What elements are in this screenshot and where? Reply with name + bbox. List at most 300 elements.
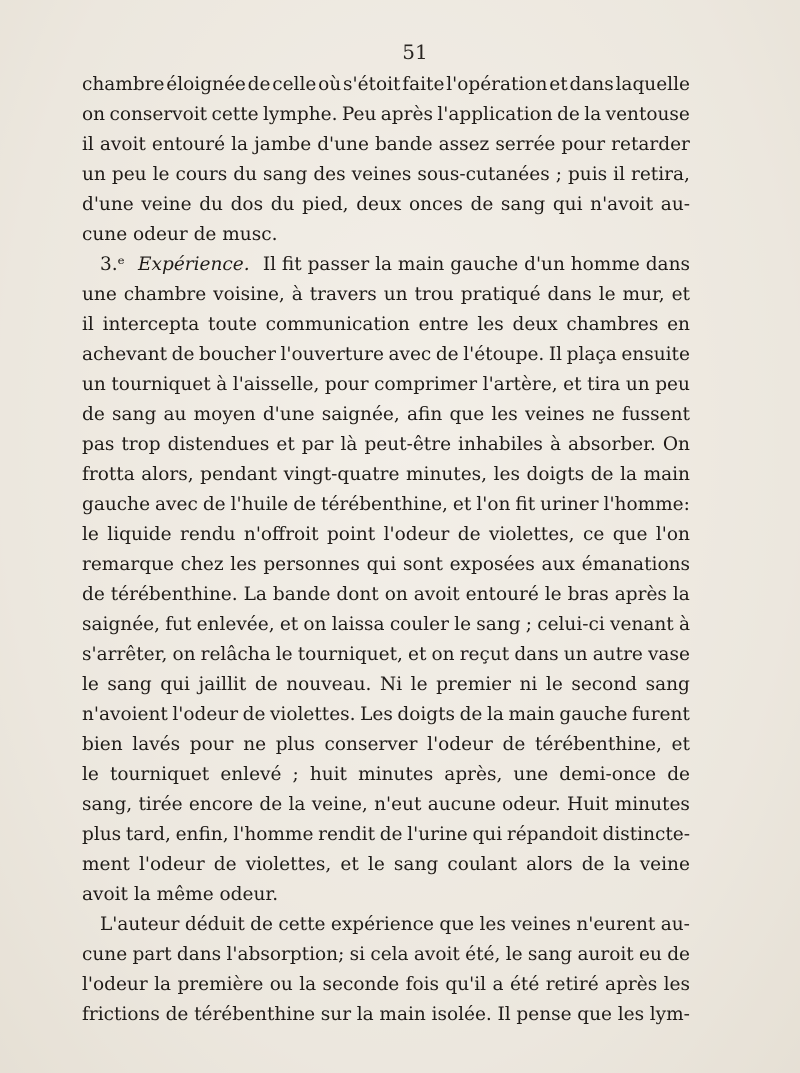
word: Peu [341, 104, 377, 125]
word: ; [525, 614, 532, 635]
word: couler [389, 614, 449, 635]
word: térébenthine [194, 1004, 316, 1025]
word: entouré [465, 584, 539, 605]
word: communication [265, 314, 410, 335]
word: gauche [82, 494, 151, 515]
word: faite [402, 74, 445, 95]
word: s'étoit [343, 74, 401, 95]
word: avoit [413, 944, 460, 965]
word: térébenthine, [534, 734, 662, 755]
word: veines [524, 404, 585, 425]
word: de [82, 404, 105, 425]
word: a [492, 974, 504, 995]
text-line [82, 730, 690, 760]
word: le [82, 674, 99, 695]
word: première [177, 974, 264, 995]
word: saignée, [82, 614, 160, 635]
word: sang [527, 944, 573, 965]
word: peu [655, 374, 690, 395]
word: alors [526, 854, 573, 875]
text-line [82, 100, 690, 130]
word: tourniquet [111, 374, 211, 395]
word: s'arrêter, [82, 644, 168, 665]
word: gauche [559, 704, 628, 725]
word: la [613, 854, 631, 875]
word: tourniquet, [297, 644, 403, 665]
word: l'aisselle, [232, 374, 320, 395]
text-line [82, 160, 690, 190]
experience-heading-line [82, 250, 690, 280]
word: aucune [427, 794, 496, 815]
word: chambre [123, 284, 207, 305]
word: de [293, 494, 317, 515]
text-line [82, 130, 690, 160]
word: le [275, 644, 293, 665]
word: l'on [655, 524, 690, 545]
word: émanations [581, 554, 690, 575]
word: que [577, 1004, 612, 1025]
word: pas [82, 434, 115, 455]
word: Huit [567, 794, 609, 815]
word: coulant [447, 854, 518, 875]
word: sang [107, 674, 152, 695]
word: violettes, [245, 854, 332, 875]
word: et [452, 494, 472, 515]
word: minutes [358, 764, 434, 785]
word: venant [610, 614, 674, 635]
word: intercepta [102, 314, 200, 335]
word: où [318, 74, 342, 95]
word: liquide [107, 524, 172, 545]
word: lavés [132, 734, 181, 755]
word: ; [555, 164, 562, 185]
word: de [250, 914, 273, 935]
word: éloignée [166, 74, 246, 95]
word: furent [631, 704, 690, 725]
word: relâcha [200, 644, 271, 665]
word: et [279, 614, 299, 635]
word: lym- [649, 1004, 690, 1025]
word: trou [414, 284, 454, 305]
word: l'huile [230, 494, 289, 515]
word: pour [189, 734, 234, 755]
word: distincte- [602, 824, 690, 845]
word: fut [165, 614, 192, 635]
word: dos [230, 194, 264, 215]
word: toute [208, 314, 257, 335]
word: ne [591, 404, 615, 425]
word: les [477, 314, 504, 335]
word: main [379, 1004, 426, 1025]
text-line [82, 400, 690, 430]
text-line [82, 550, 690, 580]
word: les [663, 974, 690, 995]
word: celle [272, 74, 317, 95]
word: aux [541, 554, 575, 575]
word: tira [587, 374, 621, 395]
word: que [449, 404, 485, 425]
word: on [172, 644, 196, 665]
word: dans [547, 284, 592, 305]
word: répandoit [506, 824, 598, 845]
word: plus [82, 824, 122, 845]
word: enlevé [220, 764, 282, 785]
word: la [486, 704, 504, 725]
word: l'absorption; [226, 944, 345, 965]
word: pour [561, 134, 606, 155]
word: veine [639, 854, 690, 875]
word: ne [243, 734, 267, 755]
word: on [303, 614, 327, 635]
word: ; [292, 764, 299, 785]
word: de [82, 584, 105, 605]
word: sang, [82, 794, 133, 815]
word: chambre [82, 74, 165, 95]
word: il [82, 134, 94, 155]
word: du [270, 194, 295, 215]
word: que [612, 524, 648, 545]
word: de [242, 704, 266, 725]
word: nouveau. [286, 674, 372, 695]
word: autre [592, 644, 643, 665]
word: les [493, 464, 520, 485]
word: alors, [141, 464, 194, 485]
word: la [299, 974, 317, 995]
word: bande [272, 584, 331, 605]
word: deux [512, 314, 558, 335]
word: l'odeur [172, 704, 239, 725]
word: veines [511, 914, 571, 935]
word: une [82, 284, 117, 305]
text-line: cune odeur de musc. [82, 224, 278, 245]
text-line [82, 70, 690, 100]
text-line [82, 940, 690, 970]
word: pied, [302, 194, 349, 215]
word: avoit [413, 584, 460, 605]
word: L'auteur [100, 914, 180, 935]
word: sang [263, 164, 308, 185]
text-line [82, 190, 690, 220]
word: qui [472, 824, 503, 845]
word: entouré [151, 134, 226, 155]
text-line [82, 310, 690, 340]
word: uriner [540, 494, 599, 515]
word: d'une [317, 134, 369, 155]
word: laissa [331, 614, 385, 635]
word: avec [155, 494, 198, 515]
word: cette [211, 104, 259, 125]
word: plus [275, 734, 315, 755]
word: cune [82, 944, 128, 965]
word: de [247, 74, 271, 95]
word: de [459, 704, 483, 725]
word: de [435, 344, 459, 365]
word: un [82, 374, 106, 395]
word: le [410, 674, 428, 695]
word: et [671, 284, 690, 305]
word: tirée [138, 794, 183, 815]
word: retiré [545, 974, 599, 995]
page-number: 51 [402, 40, 428, 64]
word: ventouse [605, 104, 690, 125]
word: cette [278, 914, 326, 935]
word: de [379, 824, 403, 845]
word: jambe [254, 134, 312, 155]
body-text [82, 70, 690, 1030]
text-line [82, 970, 690, 1000]
word: serrée [495, 134, 556, 155]
word: minutes [614, 794, 690, 815]
word: afin [406, 404, 443, 425]
word: eu [639, 944, 662, 965]
word: après [380, 104, 433, 125]
word: dans [176, 944, 222, 965]
word: l'opération [446, 74, 548, 95]
word: du [199, 194, 223, 215]
word: Il [548, 344, 563, 365]
word: saignée, [321, 404, 400, 425]
word: les [491, 404, 518, 425]
word: de [202, 494, 226, 515]
word: n'offroit [243, 524, 319, 545]
word: auroit [577, 944, 634, 965]
word: On [662, 434, 690, 455]
word: sang [645, 674, 690, 695]
word: et [408, 644, 427, 665]
word: le [82, 524, 99, 545]
word: la [672, 584, 690, 605]
word: de [254, 674, 278, 695]
word: de [502, 734, 526, 755]
word: qu'il [445, 974, 487, 995]
text-line [82, 370, 690, 400]
word: le [545, 674, 563, 695]
word: le [152, 164, 170, 185]
word: l'application [437, 104, 553, 125]
word: retira, [631, 164, 690, 185]
word: frotta [82, 464, 135, 485]
word: cela [370, 944, 409, 965]
word: de [171, 344, 195, 365]
text-line [82, 490, 690, 520]
word: seconde [322, 974, 400, 995]
word: achevant [82, 344, 168, 365]
word: enlevée, [196, 614, 275, 635]
word: l'artère, [482, 374, 558, 395]
word: reçut [459, 644, 510, 665]
word: ce [582, 524, 605, 545]
word: dont [336, 584, 379, 605]
word: encore [188, 794, 254, 815]
word: inhabiles [458, 434, 543, 455]
word: au- [660, 914, 690, 935]
word: conserver [324, 734, 418, 755]
word: conservoit [109, 104, 208, 125]
word: de [457, 524, 481, 545]
word: entre [418, 314, 469, 335]
word: bande [374, 134, 433, 155]
word: l'odeur [383, 524, 450, 545]
word: le [505, 944, 523, 965]
word: onces [408, 194, 463, 215]
word: moyen [193, 404, 256, 425]
text-line [82, 1000, 690, 1030]
word: la [288, 794, 306, 815]
word: pense [516, 1004, 572, 1025]
word: ensuite [621, 344, 690, 365]
word: de [165, 1004, 189, 1025]
word: de [213, 854, 237, 875]
word: l'on [476, 494, 511, 515]
word: de [590, 464, 614, 485]
word: la [231, 134, 249, 155]
word: un [82, 164, 106, 185]
text-line: avoit la même odeur. [82, 884, 279, 905]
text-line [82, 760, 690, 790]
word: rendit [318, 824, 376, 845]
word: ment [82, 854, 130, 875]
word: Il [497, 1004, 511, 1025]
paragraph-3 [82, 910, 690, 1030]
word: déduit [184, 914, 245, 935]
word: absorber. [567, 434, 656, 455]
word: il [613, 164, 625, 185]
word: au- [660, 194, 690, 215]
word: de [581, 854, 605, 875]
word: doigts [526, 464, 585, 485]
word: Les [360, 704, 393, 725]
word: main [508, 704, 555, 725]
paragraph-1 [82, 70, 690, 250]
word: pendant [200, 464, 278, 485]
experience-number: 3.ᵉ [100, 254, 125, 275]
text-line [82, 520, 690, 550]
word: plaça [566, 344, 617, 365]
word: à [678, 614, 690, 635]
word: et [276, 434, 295, 455]
word: là [340, 434, 358, 455]
word: qui [366, 554, 397, 575]
word: puis [567, 164, 608, 185]
word: térébenthine. [110, 584, 238, 605]
word: La [243, 584, 267, 605]
word: veines [351, 164, 412, 185]
word: isolée. [431, 1004, 492, 1025]
word: l'homme: [603, 494, 690, 515]
word: le [454, 614, 472, 635]
word: cours [175, 164, 228, 185]
word: le [544, 584, 562, 605]
word: odeur. [502, 794, 561, 815]
word: bras [567, 584, 609, 605]
word: qui [552, 194, 583, 215]
word: peut-être [364, 434, 452, 455]
word: sous-cutanées [417, 164, 550, 185]
word: la [584, 104, 602, 125]
word: le [82, 764, 99, 785]
word: sont [402, 554, 443, 575]
word: dans [569, 74, 614, 95]
word: trop [121, 434, 161, 455]
word: chambres [566, 314, 659, 335]
word: mur, [622, 284, 665, 305]
word: remarque [82, 554, 174, 575]
word: frictions [82, 1004, 160, 1025]
word: ou [269, 974, 293, 995]
word: l'odeur [138, 854, 205, 875]
word: doigts [397, 704, 456, 725]
text-line [82, 640, 690, 670]
text-line [82, 580, 690, 610]
word: violettes. [269, 704, 356, 725]
word: dans [514, 644, 559, 665]
word: on [384, 584, 408, 605]
word: vase [647, 644, 690, 665]
word: expérience [330, 914, 434, 935]
word: chez [180, 554, 224, 575]
word: sur [320, 1004, 352, 1025]
word: demi-once [559, 764, 657, 785]
word: il [82, 314, 94, 335]
word: fit [515, 494, 536, 515]
word: boucher [198, 344, 276, 365]
word: second [571, 674, 638, 695]
word: voisine, [213, 284, 285, 305]
word: qui [160, 674, 190, 695]
word: d'une [82, 194, 134, 215]
text-line [82, 790, 690, 820]
word: bien [82, 734, 123, 755]
word: tard, [125, 824, 171, 845]
word: l'ouverture [280, 344, 384, 365]
text-line [82, 850, 690, 880]
word: les [479, 914, 506, 935]
text-line [82, 820, 690, 850]
word: à [549, 434, 561, 455]
word: enfin, [175, 824, 229, 845]
word: minutes, [406, 464, 488, 485]
word: assez [438, 134, 490, 155]
word: huit [309, 764, 347, 785]
word: pour [324, 374, 369, 395]
word: la [620, 464, 638, 485]
word: et [563, 374, 582, 395]
word: premier [436, 674, 511, 695]
experience-title: Expérience. [138, 254, 250, 275]
word: l'étoupe. [463, 344, 545, 365]
word: de [667, 944, 690, 965]
word: pratiqué [460, 284, 541, 305]
word: lymphe. [263, 104, 338, 125]
word: laquelle [615, 74, 690, 95]
word: vingt-quatre [283, 464, 400, 485]
paragraph-2 [82, 250, 690, 910]
word: on [431, 644, 455, 665]
word: après, [444, 764, 503, 785]
word: si [349, 944, 366, 965]
word: en [667, 314, 690, 335]
word: jaillit [198, 674, 247, 695]
word: fussent [621, 404, 690, 425]
word: exposées [449, 554, 535, 575]
word: n'eut [374, 794, 422, 815]
word: fois [405, 974, 440, 995]
word: les [617, 1004, 645, 1025]
word: retarder [611, 134, 690, 155]
word: n'eurent [576, 914, 656, 935]
word: au [163, 404, 187, 425]
word: après [614, 584, 667, 605]
